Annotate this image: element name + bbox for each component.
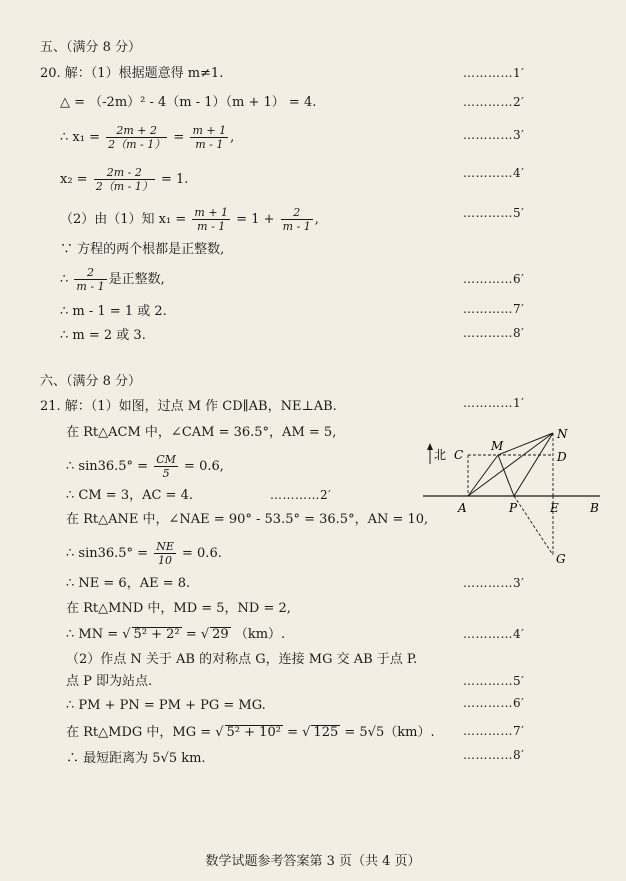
score-mark: …………2′ (270, 488, 332, 502)
point-e-label: E (550, 501, 559, 515)
m-minus-1-line: ∴ m - 1 = 1 或 2. (60, 304, 167, 319)
part2-fraction: $\frac{m + 1}{m - 1}$ (194, 206, 229, 233)
part2-line: （2）由（1）知 x₁ = $\frac{m + 1}{m - 1}$ = 1 + $\frac{2}{m - 1}$ , (60, 206, 319, 233)
sin-cm-line: ∴ sin36.5° = $\frac{CM}{5}$ = 0.6, (66, 453, 224, 480)
north-label: 北 (434, 448, 447, 462)
line-pn (514, 433, 553, 496)
x1-line: ∴ x₁ = $\frac{2m + 2}{2(m - 1)}$ = $\frac{m + 1}{m - 1}$ , (60, 124, 235, 151)
therefore-fraction: $\frac{2}{m - 1}$ (76, 266, 105, 293)
section-5-heading: 五、（满分 8 分） (40, 40, 142, 55)
score-mark: …………4′ (463, 627, 525, 641)
score-mark: …………5′ (463, 674, 525, 688)
page-footer: 数学试题参考答案第 3 页（共 4 页） (205, 854, 421, 869)
x1-fraction: $\frac{2m + 2}{2(m - 1)}$ (108, 124, 166, 151)
score-mark: …………6′ (463, 696, 525, 710)
score-mark: …………6′ (463, 272, 525, 286)
north-arrowhead-icon (427, 443, 433, 450)
pm-pn-line: ∴ PM + PN = PM + PG = MG. (66, 698, 266, 713)
point-d-label: D (557, 450, 567, 464)
geometry-diagram (418, 420, 608, 570)
point-g-label: G (556, 552, 566, 566)
x2-fraction: $\frac{2m - 2}{2(m - 1)}$ (95, 166, 153, 193)
cm-ac-line: ∴ CM = 3，AC = 4. (66, 488, 193, 503)
score-mark: …………8′ (463, 748, 525, 762)
score-mark: …………4′ (463, 166, 525, 180)
point-c-label: C (454, 448, 464, 462)
x1-fraction-simplified: $\frac{m + 1}{m - 1}$ (192, 124, 227, 151)
problem-20-intro: 20. 解：（1）根据题意得 m≠1. (40, 66, 224, 81)
line-am (468, 455, 498, 496)
line-mn (498, 433, 553, 455)
score-mark: …………5′ (463, 206, 525, 220)
rt-ane-line: 在 Rt△ANE 中，∠NAE = 90° - 53.5° = 36.5°，AN = 10, (66, 512, 429, 527)
score-mark: …………2′ (463, 95, 525, 109)
m-result-line: ∴ m = 2 或 3. (60, 328, 146, 343)
sin-ne-line: ∴ sin36.5° = $\frac{NE}{10}$ = 0.6. (66, 540, 222, 567)
mn-line: ∴ MN = √ 5² + 2² = √ 29 （km）. (66, 627, 286, 642)
rt-acm-line: 在 Rt△ACM 中，∠CAM = 36.5°，AM = 5, (66, 425, 337, 440)
problem-21-intro: 21. 解：（1）如图，过点 M 作 CD∥AB，NE⊥AB. (40, 399, 337, 414)
point-b-label: B (590, 501, 599, 515)
score-mark: …………1′ (463, 66, 525, 80)
shortest-distance-line: ∴ 最短距离为 5√5 km. (66, 751, 206, 766)
line-pg (514, 496, 553, 555)
line-mp (498, 455, 514, 496)
score-mark: …………3′ (463, 576, 525, 590)
rt-mnd-line: 在 Rt△MND 中，MD = 5，ND = 2, (66, 601, 291, 616)
station-line: 点 P 即为站点. (66, 674, 153, 689)
symmetric-point-line: （2）作点 N 关于 AB 的对称点 G，连接 MG 交 AB 于点 P. (66, 652, 418, 667)
ne-ae-line: ∴ NE = 6，AE = 8. (66, 576, 191, 591)
therefore-line: ∴ $\frac{2}{m - 1}$ 是正整数, (60, 266, 165, 293)
sin-cm-fraction: $\frac{CM}{5}$ (156, 453, 176, 480)
point-m-label: M (491, 439, 504, 453)
score-mark: …………7′ (463, 724, 525, 738)
since-line: ∵ 方程的两个根都是正整数, (60, 242, 225, 257)
score-mark: …………7′ (463, 302, 525, 316)
section-6-heading: 六、（满分 8 分） (40, 374, 142, 389)
score-mark: …………8′ (463, 326, 525, 340)
score-mark: …………1′ (463, 396, 525, 410)
point-a-label: A (458, 501, 467, 515)
x2-lhs: x₂ = (60, 172, 88, 187)
score-mark: …………3′ (463, 128, 525, 142)
point-p-label: P (509, 501, 518, 515)
x2-line: x₂ = $\frac{2m - 2}{2(m - 1)}$ = 1. (60, 166, 189, 193)
x1-lhs: ∴ x₁ = (60, 130, 100, 145)
mg-line: 在 Rt△MDG 中，MG = √ 5² + 10² = √ 125 = 5√5（km）. (66, 725, 435, 740)
part2-fraction-2: $\frac{2}{m - 1}$ (282, 206, 311, 233)
sin-ne-fraction: $\frac{NE}{10}$ (156, 540, 174, 567)
point-n-label: N (557, 427, 568, 441)
discriminant-line: △ = （-2m）² - 4（m - 1）（m + 1） = 4. (60, 95, 317, 110)
